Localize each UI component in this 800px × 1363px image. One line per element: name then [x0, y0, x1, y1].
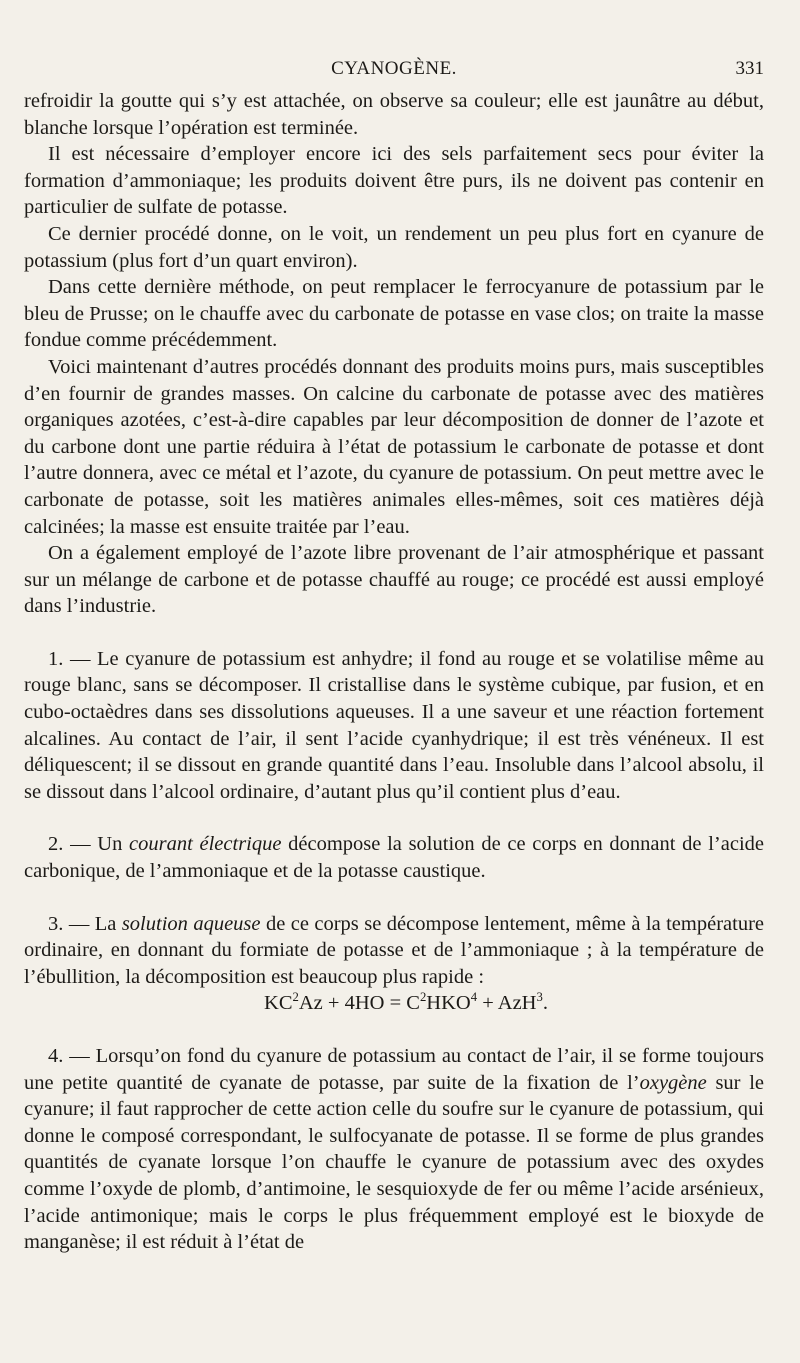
- numbered-section-2: [24, 831, 764, 884]
- formula-superscript: 2: [292, 990, 299, 1005]
- section-lead: 2. — Un: [48, 833, 130, 856]
- formula-part: Az + 4HO = C: [298, 992, 420, 1015]
- page-body: [24, 88, 764, 1256]
- paragraph: Voici maintenant d’autres procédés donnant des produits moins purs, mais susceptibles d’en fournir de grandes masses. On calcine du carbonate de potasse avec des matières organiques azotées, c’est-à-dire capables par leur décomposition de donner de l’azote et du carbone dont une partie réduira à l’état de potassium le carbonate de potasse et dont l’autre donnera, avec ce métal et l’azote, du cyanure de potassium. On peut mettre avec le carbonate de potasse, soit les matières animales elles-mêmes, soit ces matières déjà calcinées; la masse est ensuite traitée par l’eau.: [24, 355, 764, 538]
- numbered-section-4: [24, 1043, 764, 1256]
- section-text: de ce corps se décompose lentement, même à la température ordinaire, en donnant du formiate de potasse et de l’ammoniaque ; à la température de l’ébullition, la décomposition est beaucoup plus rapide :: [24, 912, 764, 988]
- chemical-formula: [24, 990, 764, 1017]
- section-lead: 3. — La: [48, 912, 122, 935]
- section-text: sur le cyanure; il faut rapprocher de cette action celle du soufre sur le cyanure de potassium, qui donne le composé correspondant, le sulfocyanate de potasse. Il se forme de plus grandes quantités de cyanate lorsque l’on chauffe le cyanure de potassium avec des oxydes comme l’oxyde de plomb, d’antimoine, le sesquioxyde de fer ou même l’acide arsénieux, l’acide antimonique; mais le corps le plus fréquemment employé est le bioxyde de manganèse; il est réduit à l’état de: [24, 1071, 764, 1254]
- numbered-section-3: [24, 911, 764, 991]
- formula-part: KC: [264, 992, 293, 1015]
- section-lead: 4. — Lorsqu’on fond du cyanure de potassium au contact de l’air, il se forme toujours une petite quantité de cyanate de potasse, par suite de la fixation de l’: [24, 1045, 764, 1094]
- formula-part: .: [542, 992, 548, 1015]
- formula-superscript: 4: [470, 990, 478, 1005]
- running-header: [24, 58, 764, 82]
- italic-term: solution aqueuse: [121, 912, 261, 935]
- running-title: CYANOGÈNE.: [331, 58, 457, 79]
- italic-term: courant électrique: [129, 833, 282, 856]
- formula-part: HKO: [426, 992, 471, 1015]
- section-text: décompose la solution de ce corps en donnant de l’acide carbonique, de l’ammoniaque et de la potasse caustique.: [24, 833, 764, 883]
- formula-superscript: 3: [536, 990, 543, 1005]
- page-number: 331: [735, 58, 764, 79]
- paragraph: Il est nécessaire d’employer encore ici des sels parfaitement secs pour éviter la formation d’ammoniaque; les produits doivent être purs, ils ne doivent pas contenir en particulier de sulfate de potasse.: [24, 143, 764, 219]
- formula-part: + AzH: [477, 992, 537, 1015]
- paragraph: Dans cette dernière méthode, on peut remplacer le ferrocyanure de potassium par le bleu de Prusse; on le chauffe avec du carbonate de potasse en vase clos; on traite la masse fondue comme précédemment.: [24, 276, 764, 352]
- paragraph: On a également employé de l’azote libre provenant de l’air atmosphérique et passant sur un mélange de carbone et de potasse chauffé au rouge; ce procédé est aussi employé dans l’industrie.: [24, 542, 764, 618]
- paragraph: refroidir la goutte qui s’y est attachée, on observe sa couleur; elle est jaunâtre au début, blanche lorsque l’opération est terminée.: [24, 90, 764, 139]
- italic-term: oxygène: [639, 1071, 707, 1094]
- numbered-section-1: 1. — Le cyanure de potassium est anhydre; il fond au rouge et se volatilise même au rouge blanc, sans se décomposer. Il cristallise dans le système cubique, par fusion, et en cubo-octaèdres dans ses dissolutions aqueuses. Il a une saveur et une réaction fortement alcalines. Au contact de l’air, il sent l’acide cyanhydrique; il est très vénéneux. Il est déliquescent; il se dissout en grande quantité dans l’eau. Insoluble dans l’alcool absolu, il se dissout dans l’alcool ordinaire, d’autant plus qu’il contient plus d’eau.: [24, 647, 764, 803]
- paragraph: Ce dernier procédé donne, on le voit, un rendement un peu plus fort en cyanure de potassium (plus fort d’un quart environ).: [24, 222, 764, 272]
- formula-superscript: 2: [419, 990, 427, 1005]
